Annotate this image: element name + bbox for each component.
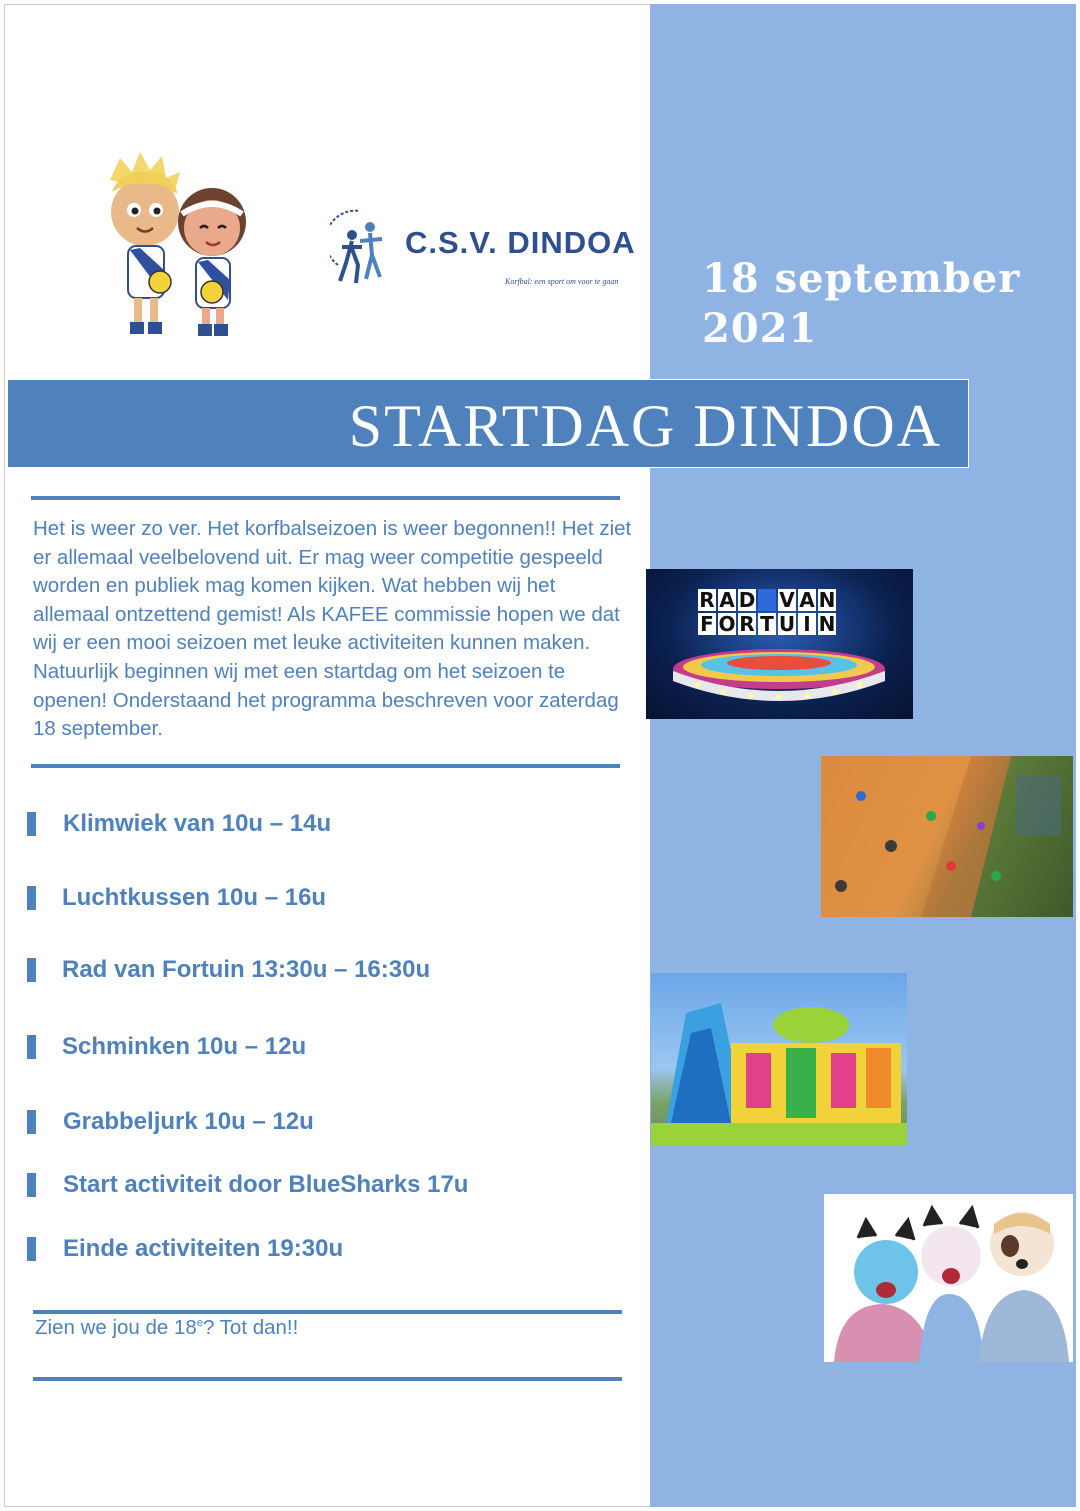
divider-bottom: [33, 1377, 622, 1381]
rad-tile: U: [778, 612, 796, 636]
rad-row: [698, 589, 838, 611]
face-painting-icon: [824, 1194, 1073, 1362]
climbing-holds-icon: [821, 756, 1073, 917]
mascot-illustration: [100, 150, 260, 345]
bullet-bar: [27, 886, 36, 910]
schedule-label: Klimwiek van 10u – 14u: [63, 810, 332, 837]
divider-lower: [33, 1310, 622, 1314]
rad-tile: R: [739, 612, 755, 636]
rad-tile: N: [818, 612, 836, 636]
bouncy-castle-icon: [651, 973, 907, 1146]
rad-tile: A: [719, 588, 735, 612]
divider-top: [31, 496, 620, 500]
rad-tile: A: [799, 588, 815, 612]
event-date-year: 2021: [702, 305, 818, 352]
bullet-bar: [27, 812, 36, 836]
club-emblem-icon: [330, 205, 400, 290]
bullet-bar: [27, 1237, 36, 1261]
title-banner: [7, 379, 969, 468]
rad-tile-blank: [758, 589, 776, 611]
schedule-label: Grabbeljurk 10u – 12u: [63, 1108, 314, 1135]
bullet-bar: [27, 1173, 36, 1197]
bullet-bar: [27, 1110, 36, 1134]
intro-text: Het is weer zo ver. Het korfbalseizoen is weer begonnen!! Het ziet er allemaal veelbelovend uit. Er mag weer competitie gespeeld worden en publiek mag komen kijken. Wat hebben wij het allemaal ontzettend gemist! Als KAFEE commissie hopen we dat wij er een mooi seizoen met leuke activiteiten kunnen maken. Natuurlijk beginnen wij met een startdag om het seizoen te openen! Onderstaand het programma beschreven voor zaterdag 18 september.: [33, 517, 632, 741]
closing-text-end: ? Tot dan!!: [202, 1316, 299, 1339]
rad-row: [698, 613, 838, 635]
rad-tile: O: [718, 612, 736, 636]
club-logo: [330, 205, 636, 300]
divider-middle: [31, 764, 620, 768]
rad-tile: I: [798, 613, 816, 635]
club-slogan: Korfbal: een sport om voor te gaan: [505, 277, 619, 286]
club-name: C.S.V. DINDOA: [405, 225, 636, 260]
event-date: [702, 254, 1042, 354]
bullet-bar: [27, 1035, 36, 1059]
schedule-label: Einde activiteiten 19:30u: [63, 1235, 344, 1262]
rad-tile: R: [699, 588, 715, 612]
rad-tile: D: [738, 588, 756, 612]
rad-tile: T: [758, 613, 776, 635]
schedule-label: Luchtkussen 10u – 16u: [62, 884, 327, 911]
schedule-label: Start activiteit door BlueSharks 17u: [63, 1171, 469, 1198]
page-title: STARTDAG DINDOA: [348, 393, 942, 459]
wheel-icon: [668, 645, 890, 707]
schedule-label: Rad van Fortuin 13:30u – 16:30u: [62, 956, 431, 983]
closing-text: [35, 1316, 298, 1340]
bullet-bar: [27, 958, 36, 982]
climbing-wall-image: [821, 756, 1073, 917]
rad-logo: [698, 589, 838, 637]
rad-tile: N: [818, 588, 836, 612]
closing-text-sup: e: [196, 1317, 203, 1330]
bouncy-castle-image: [651, 973, 907, 1146]
event-date-day: 18 september: [702, 255, 1021, 302]
closing-text-start: Zien we jou de 18: [35, 1316, 197, 1339]
rad-van-fortuin-image: [646, 569, 913, 719]
face-painting-image: [824, 1194, 1073, 1362]
schedule-label: Schminken 10u – 12u: [62, 1033, 307, 1060]
rad-tile: F: [698, 613, 716, 635]
rad-tile: V: [779, 588, 795, 612]
